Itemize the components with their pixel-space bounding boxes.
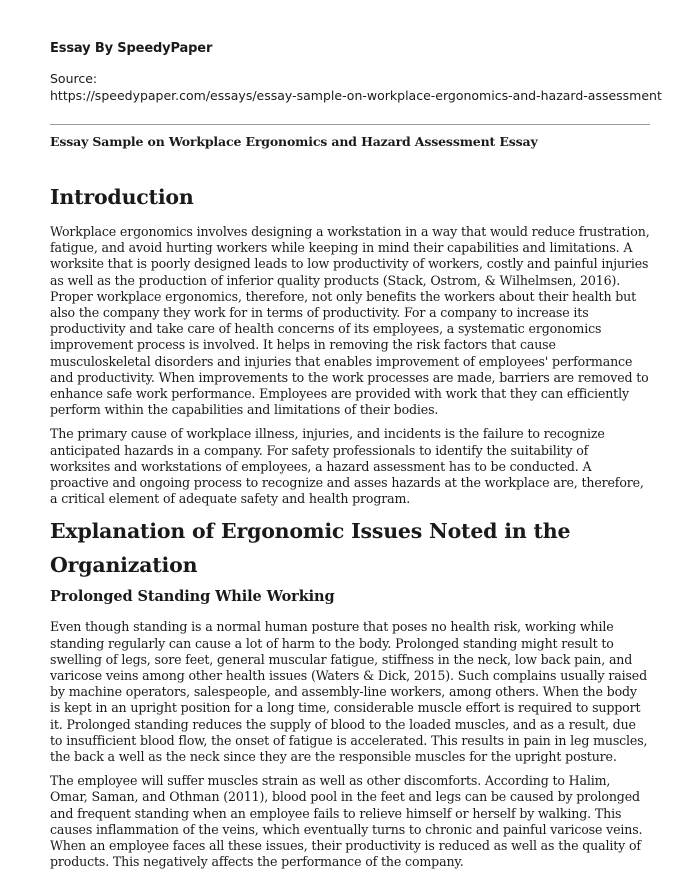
source-block	[50, 70, 662, 104]
explanation-paragraph-1: Even though standing is a normal human posture that poses no health risk, working while standing regularly can cause a lot of harm to the body. Prolonged standing might result to swelling of legs, sore feet, general muscular fatigue, stiffness in the neck, low back pain, and varicose veins among other health issues (Waters & Dick, 2015). Such complains usually raised by machine operators, salespeople, and assembly-line workers, among others. When the body is kept in an upright position for a long time, considerable muscle effort is required to support it. Prolonged standing reduces the supply of blood to the loaded muscles, and as a result, due to insufficient blood flow, the onset of fatigue is accelerated. This results in pain in leg muscles, the back a well as the neck since they are the responsible muscles for the upright posture.	[50, 619, 648, 765]
intro-paragraph-2: The primary cause of workplace illness, injuries, and incidents is the failure to recognize anticipated hazards in a company. For safety professionals to identify the suitability of worksites and workstations of employees, a hazard assessment has to be conducted. A proactive and ongoing process to recognize and asses hazards at the workplace are, therefore, a critical element of adequate safety and health program.	[50, 426, 644, 507]
header-divider	[50, 124, 650, 125]
prolonged-standing-subheading: Prolonged Standing While Working	[50, 588, 335, 606]
document-title: Essay Sample on Workplace Ergonomics and Hazard Assessment Essay	[50, 134, 538, 149]
essay-body	[50, 180, 650, 871]
explanation-paragraph-2: The employee will suffer muscles strain as well as other discomforts. According to Halim, Omar, Saman, and Othman (2011), blood pool in the feet and legs can be caused by prolonged and frequent standing when an employee fails to relieve himself or herself by walking. This causes inflammation of the veins, which eventually turns to chronic and painful varicose veins. When an employee faces all these issues, their productivity is reduced as well as the quality of products. This negatively affects the performance of the company.	[50, 773, 643, 870]
intro-paragraph-1: Workplace ergonomics involves designing a workstation in a way that would reduce frustration, fatigue, and avoid hurting workers while keeping in mind their capabilities and limitations. A worksite that is poorly designed leads to low productivity of workers, costly and painful injuries as well as the production of inferior quality products (Stack, Ostrom, & Wilhelmsen, 2016). Proper workplace ergonomics, therefore, not only benefits the workers about their health but also the company they work for in terms of productivity. For a company to increase its productivity and take care of health concerns of its employees, a systematic ergonomics improvement process is involved. It helps in removing the risk factors that cause musculoskeletal disorders and injuries that enables improvement of employees' performance and productivity. When improvements to the work processes are made, barriers are removed to enhance safe work performance. Employees are provided with work that they can efficiently perform within the capabilities and limitations of their bodies.	[50, 224, 650, 418]
introduction-heading: Introduction	[50, 185, 194, 209]
explanation-heading: Explanation of Ergonomic Issues Noted in the Organization	[50, 519, 571, 578]
byline: Essay By SpeedyPaper	[50, 41, 213, 56]
source-url: https://speedypaper.com/essays/essay-sample-on-workplace-ergonomics-and-hazard-assessment	[50, 88, 662, 103]
source-label: Source:	[50, 71, 98, 86]
